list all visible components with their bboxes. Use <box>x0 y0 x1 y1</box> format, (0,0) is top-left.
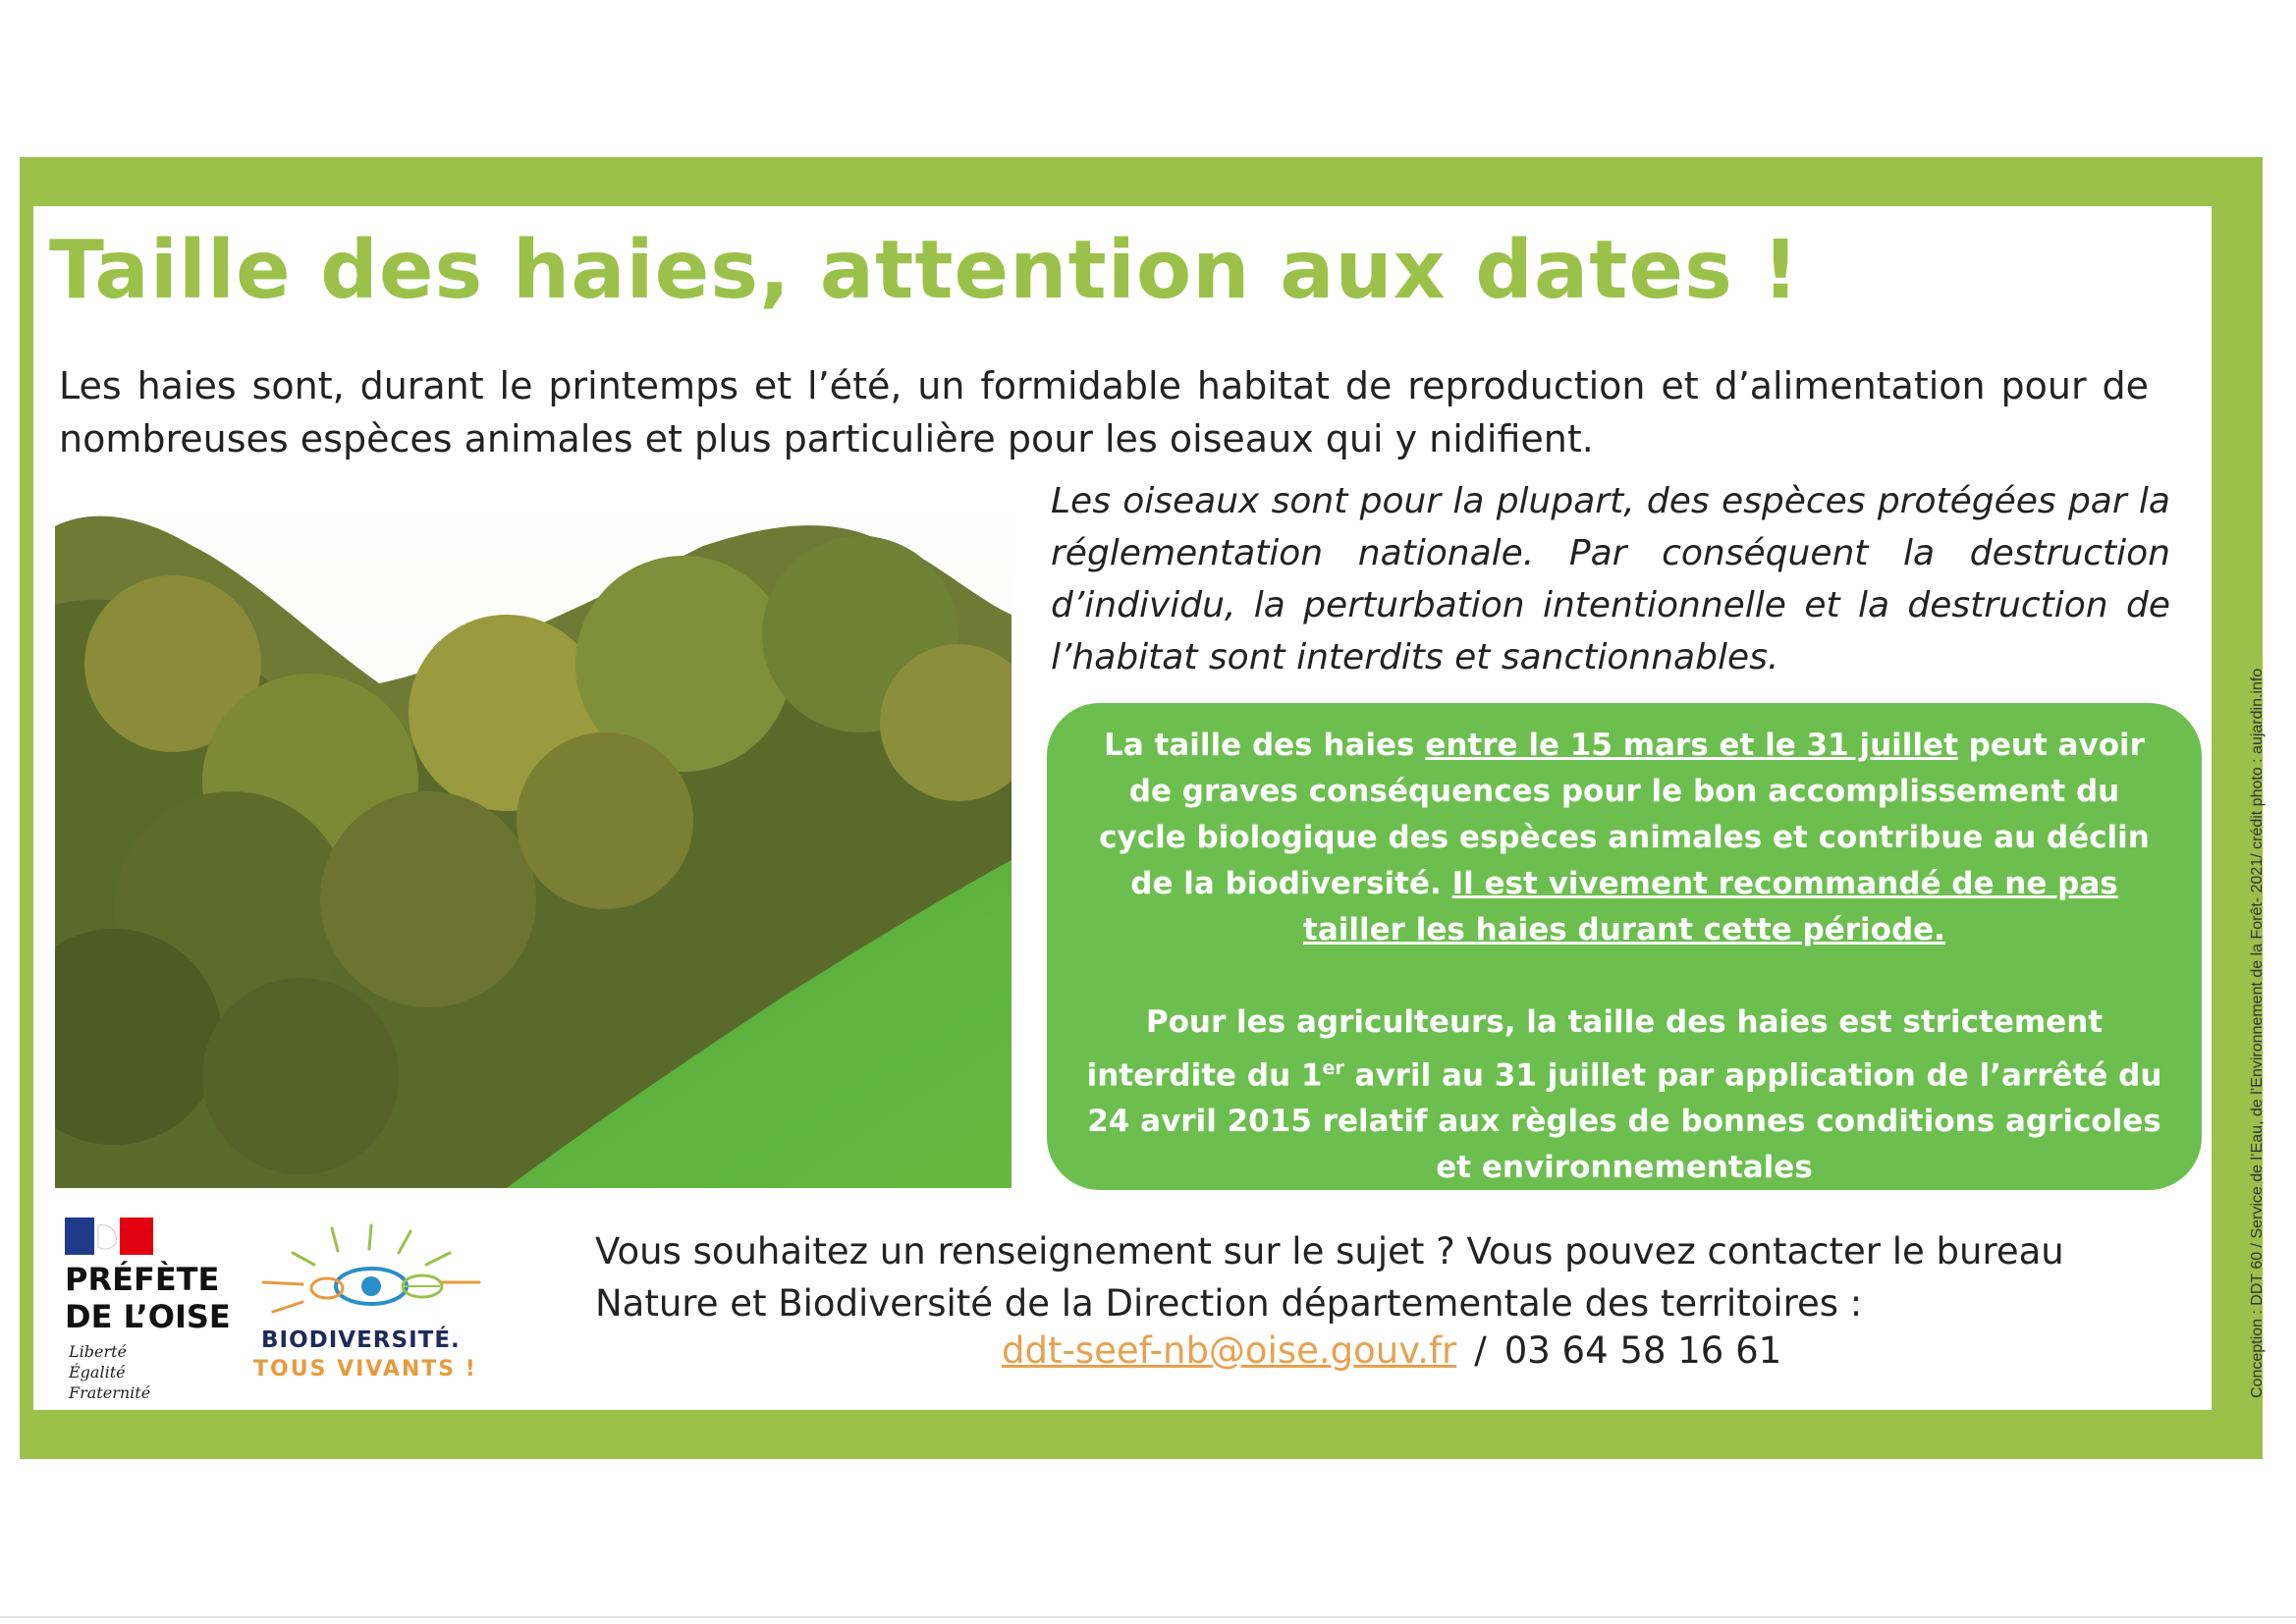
credit-line: Conception : DDT 60 / Service de l’Eau, de l’Environnement de la Forêt- 2021/ crédit photo : aujardin.info <box>2249 668 2266 1398</box>
email-link[interactable]: ddt-seef-nb@oise.gouv.fr <box>1002 1329 1457 1372</box>
intro-paragraph: Les haies sont, durant le printemps et l’été, un formidable habitat de reproduction et d’alimentation pour de nombreuses espèces animales et plus particulière pour les oiseaux qui y nidifient. <box>59 364 2149 460</box>
notice-box <box>1047 703 2202 1190</box>
notice-recommendation: Il est vivement recommandé de ne pas tailler les haies durant cette période. <box>1303 866 2118 947</box>
hedge-photo <box>55 487 1011 1188</box>
biodiversity-slogan: TOUS VIVANTS ! <box>253 1357 477 1381</box>
notice-dates: entre le 15 mars et le 31 juillet <box>1425 728 1958 763</box>
prefecture-name-line1: PRÉFÈTE <box>65 1261 220 1298</box>
contact-paragraph: Vous souhaitez un renseignement sur le sujet ? Vous pouvez contacter le bureau Nature et Biodiversité de la Direction départementale des territoires : <box>595 1230 2064 1325</box>
republic-motto: Liberté Égalité Fraternité <box>69 1342 151 1402</box>
page-title: Taille des haies, attention aux dates ! <box>49 224 1800 317</box>
notice-paragraph-2: Pour les agriculteurs, la taille des haies est strictement interdite du 1er avril au 31 juillet par application de l’arrêté du 24 avril 2015 relatif aux règles de bonnes conditions agricoles et environnementales <box>1086 1004 2162 1186</box>
biodiversity-title: BIODIVERSITÉ. <box>261 1327 461 1353</box>
contact-details <box>1002 1329 1781 1372</box>
marianne-flag-icon <box>65 1218 153 1255</box>
biodiversity-logo <box>234 1223 509 1390</box>
prefecture-name-line2: DE L’OISE <box>65 1298 231 1335</box>
scan-edge-line <box>0 1616 2296 1618</box>
contact-separator: / <box>1474 1329 1487 1372</box>
biodiversity-eye-icon <box>234 1223 509 1331</box>
notice-paragraph-1: La taille des haies entre le 15 mars et le 31 juillet peut avoir de graves conséquences pour le bon accomplissement du cycle biologique des espèces animales et contribue au déclin de la biodiversité. Il est vivement recommandé de ne pas tailler les haies durant cette période. <box>1099 728 2150 947</box>
protection-paragraph: Les oiseaux sont pour la plupart, des espèces protégées par la réglementation nationale. Par conséquent la destruction d’individu, la perturbation intentionnelle et la destruction de l’habitat sont interdits et sanctionnables. <box>1051 481 2170 677</box>
phone-number: 03 64 58 16 61 <box>1503 1329 1782 1372</box>
